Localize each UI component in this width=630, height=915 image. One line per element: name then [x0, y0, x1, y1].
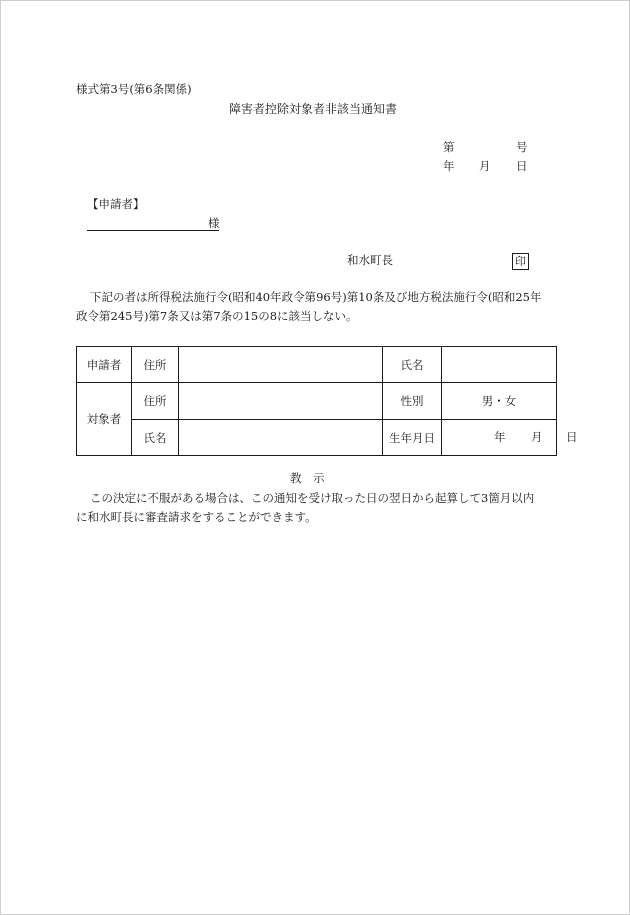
- applicant-address-label: 住所: [132, 347, 179, 383]
- number-prefix: 第: [443, 140, 455, 154]
- applicant-heading: 【申請者】: [87, 197, 145, 211]
- subject-label: 対象者: [77, 383, 132, 456]
- date-month: 月: [479, 159, 491, 173]
- subject-name-label: 氏名: [132, 420, 179, 456]
- table-row-subject-address: [77, 383, 557, 420]
- subject-address-label: 住所: [132, 383, 179, 420]
- birth-year-label: 年: [494, 430, 506, 444]
- number-suffix: 号: [516, 140, 528, 154]
- info-table: [76, 346, 578, 456]
- birth-day-label: 日: [566, 430, 578, 444]
- applicant-address-field[interactable]: [179, 347, 383, 383]
- applicant-name-line: [87, 230, 219, 231]
- date-day: 日: [516, 159, 528, 173]
- table-row-subject-name: [77, 420, 557, 456]
- subject-address-field[interactable]: [179, 383, 383, 420]
- notice-heading: 教 示: [290, 471, 325, 485]
- subject-gender-value: 男・女: [442, 383, 557, 420]
- date-year: 年: [443, 159, 455, 173]
- notice-line-1: この決定に不服がある場合は、この通知を受け取った日の翌日から起算して3箇月以内: [90, 491, 535, 505]
- body-line-1: 下記の者は所得税法施行令(昭和40年政令第96号)第10条及び地方税法施行令(昭和25年: [90, 290, 542, 304]
- subject-birthdate-label: 生年月日: [383, 420, 442, 456]
- seal-char: 印: [515, 255, 526, 268]
- document-title: 障害者控除対象者非該当通知書: [229, 102, 398, 116]
- applicant-name-field[interactable]: [442, 347, 557, 383]
- subject-birthdate-field[interactable]: [442, 420, 578, 456]
- subject-gender-label: 性別: [383, 383, 442, 420]
- subject-name-field[interactable]: [179, 420, 383, 456]
- applicant-name-label: 氏名: [383, 347, 442, 383]
- applicant-honorific: 様: [208, 216, 220, 230]
- seal-mark: [512, 253, 529, 270]
- form-number-label: 様式第3号(第6条関係): [76, 82, 192, 96]
- table-row-applicant: [77, 347, 557, 383]
- body-line-2: 政令第245号)第7条又は第7条の15の8に該当しない。: [76, 309, 358, 323]
- birth-month-label: 月: [531, 430, 543, 444]
- applicant-label: 申請者: [77, 347, 132, 383]
- notice-line-2: に和水町長に審査請求をすることができます。: [76, 510, 317, 524]
- issuer-name: 和水町長: [347, 253, 393, 267]
